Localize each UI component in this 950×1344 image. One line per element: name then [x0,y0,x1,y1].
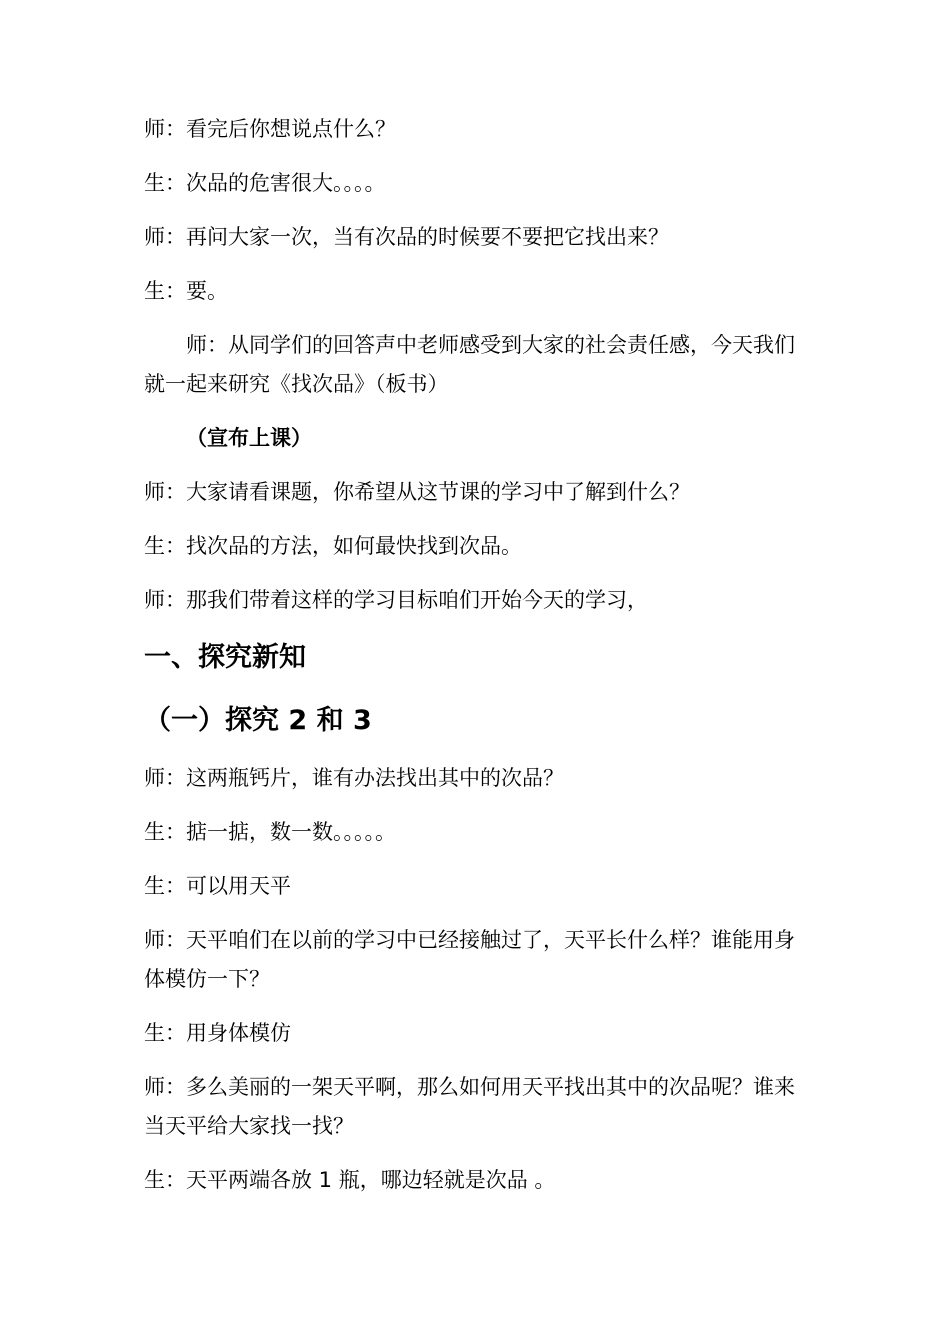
document-page [144,110,804,1215]
dialogue-line: 师：那我们带着这样的学习目标咱们开始今天的学习， [144,588,648,612]
dialogue-line: 生：次品的危害很大。。。。 [144,171,386,195]
dialogue-line: 师：再问大家一次，当有次品的时候要不要把它找出来？ [144,225,669,249]
dialogue-line: 生：掂一掂，数一数。。。。。 [144,820,396,844]
dialogue-line: 师：这两瓶钙片，谁有办法找出其中的次品？ [144,766,564,790]
section-heading: 一、探究新知 [144,642,306,673]
dialogue-line: 师：天平咱们在以前的学习中已经接触过了，天平长什么样？谁能用身体模仿一下？ [144,928,795,991]
dialogue-line: 生：天平两端各放 1 瓶，哪边轻就是次品 。 [144,1168,556,1192]
dialogue-line: 生：可以用天平 [144,874,291,898]
dialogue-line: 生：找次品的方法，如何最快找到次品。 [144,534,522,558]
stage-direction: （宣布上课） [186,426,312,450]
dialogue-line: 师：多么美丽的一架天平啊，那么如何用天平找出其中的次品呢？谁来当天平给大家找一找？ [144,1075,795,1138]
dialogue-line: 师：大家请看课题，你希望从这节课的学习中了解到什么？ [144,480,690,504]
dialogue-line: 生：用身体模仿 [144,1021,291,1045]
subsection-heading: （一）探究 2 和 3 [144,705,372,736]
dialogue-line: 师：从同学们的回答声中老师感受到大家的社会责任感，今天我们就一起来研究《找次品》（板书） [144,333,795,396]
dialogue-line: 师：看完后你想说点什么？ [144,117,396,141]
dialogue-line: 生：要。 [144,279,228,303]
